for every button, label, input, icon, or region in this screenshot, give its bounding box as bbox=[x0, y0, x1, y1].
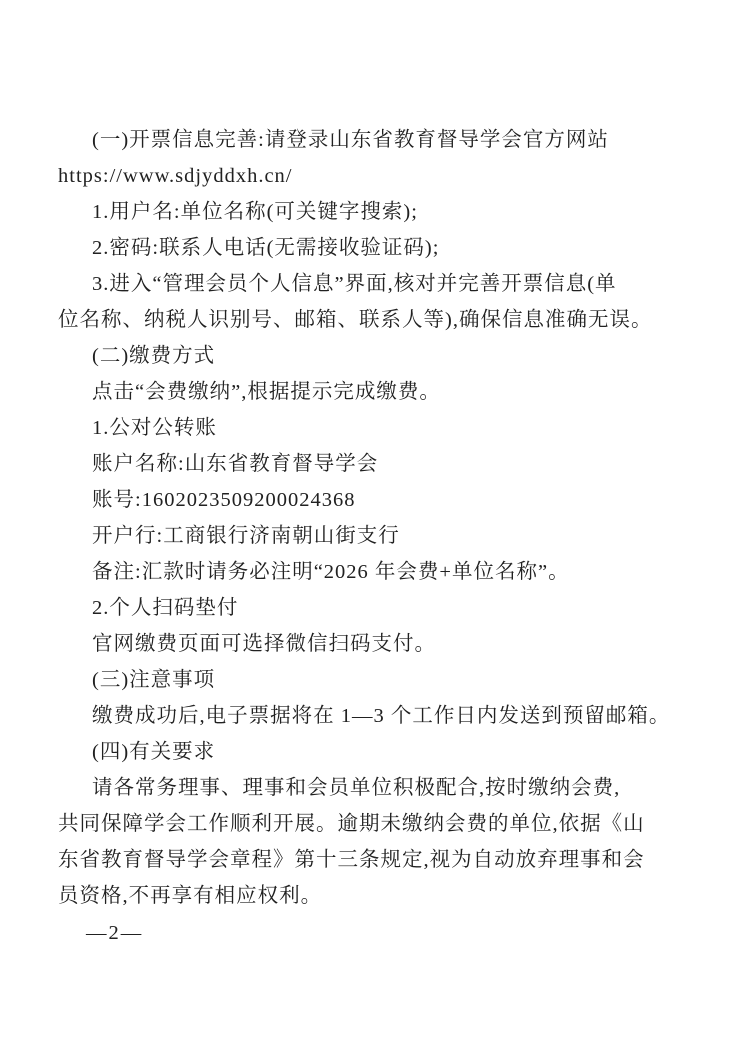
url-line: https://www.sdjyddxh.cn/ bbox=[58, 165, 293, 187]
text-line: 请各常务理事、理事和会员单位积极配合,按时缴纳会费, bbox=[92, 777, 621, 799]
text-line: 1.用户名:单位名称(可关键字搜索); bbox=[92, 201, 418, 223]
section-heading-line: (二)缴费方式 bbox=[92, 345, 216, 367]
text-line: 位名称、纳税人识别号、邮箱、联系人等),确保信息准确无误。 bbox=[58, 309, 653, 331]
text-line: 共同保障学会工作顺利开展。逾期未缴纳会费的单位,依据《山 bbox=[58, 813, 645, 835]
account-number-line: 账号:1602023509200024368 bbox=[92, 489, 356, 511]
remark-line: 备注:汇款时请务必注明“2026 年会费+单位名称”。 bbox=[92, 561, 570, 583]
text-line: 2.密码:联系人电话(无需接收验证码); bbox=[92, 237, 440, 259]
text-line: (一)开票信息完善:请登录山东省教育督导学会官方网站 bbox=[92, 129, 609, 151]
page-number: —2— bbox=[86, 922, 144, 944]
text-line: 缴费成功后,电子票据将在 1—3 个工作日内发送到预留邮箱。 bbox=[92, 705, 671, 727]
text-line: 东省教育督导学会章程》第十三条规定,视为自动放弃理事和会 bbox=[58, 849, 645, 871]
text-line: 1.公对公转账 bbox=[92, 417, 217, 439]
account-name-line: 账户名称:山东省教育督导学会 bbox=[92, 453, 379, 475]
text-line: 点击“会费缴纳”,根据提示完成缴费。 bbox=[92, 381, 441, 403]
bank-branch-line: 开户行:工商银行济南朝山街支行 bbox=[92, 525, 400, 547]
text-line: 员资格,不再享有相应权利。 bbox=[58, 885, 323, 907]
document-body bbox=[58, 122, 708, 914]
section-heading-line: (四)有关要求 bbox=[92, 741, 216, 763]
section-heading-line: (三)注意事项 bbox=[92, 669, 216, 691]
text-line: 3.进入“管理会员个人信息”界面,核对并完善开票信息(单 bbox=[92, 273, 617, 295]
text-line: 2.个人扫码垫付 bbox=[92, 597, 239, 619]
text-line: 官网缴费页面可选择微信扫码支付。 bbox=[92, 633, 436, 655]
